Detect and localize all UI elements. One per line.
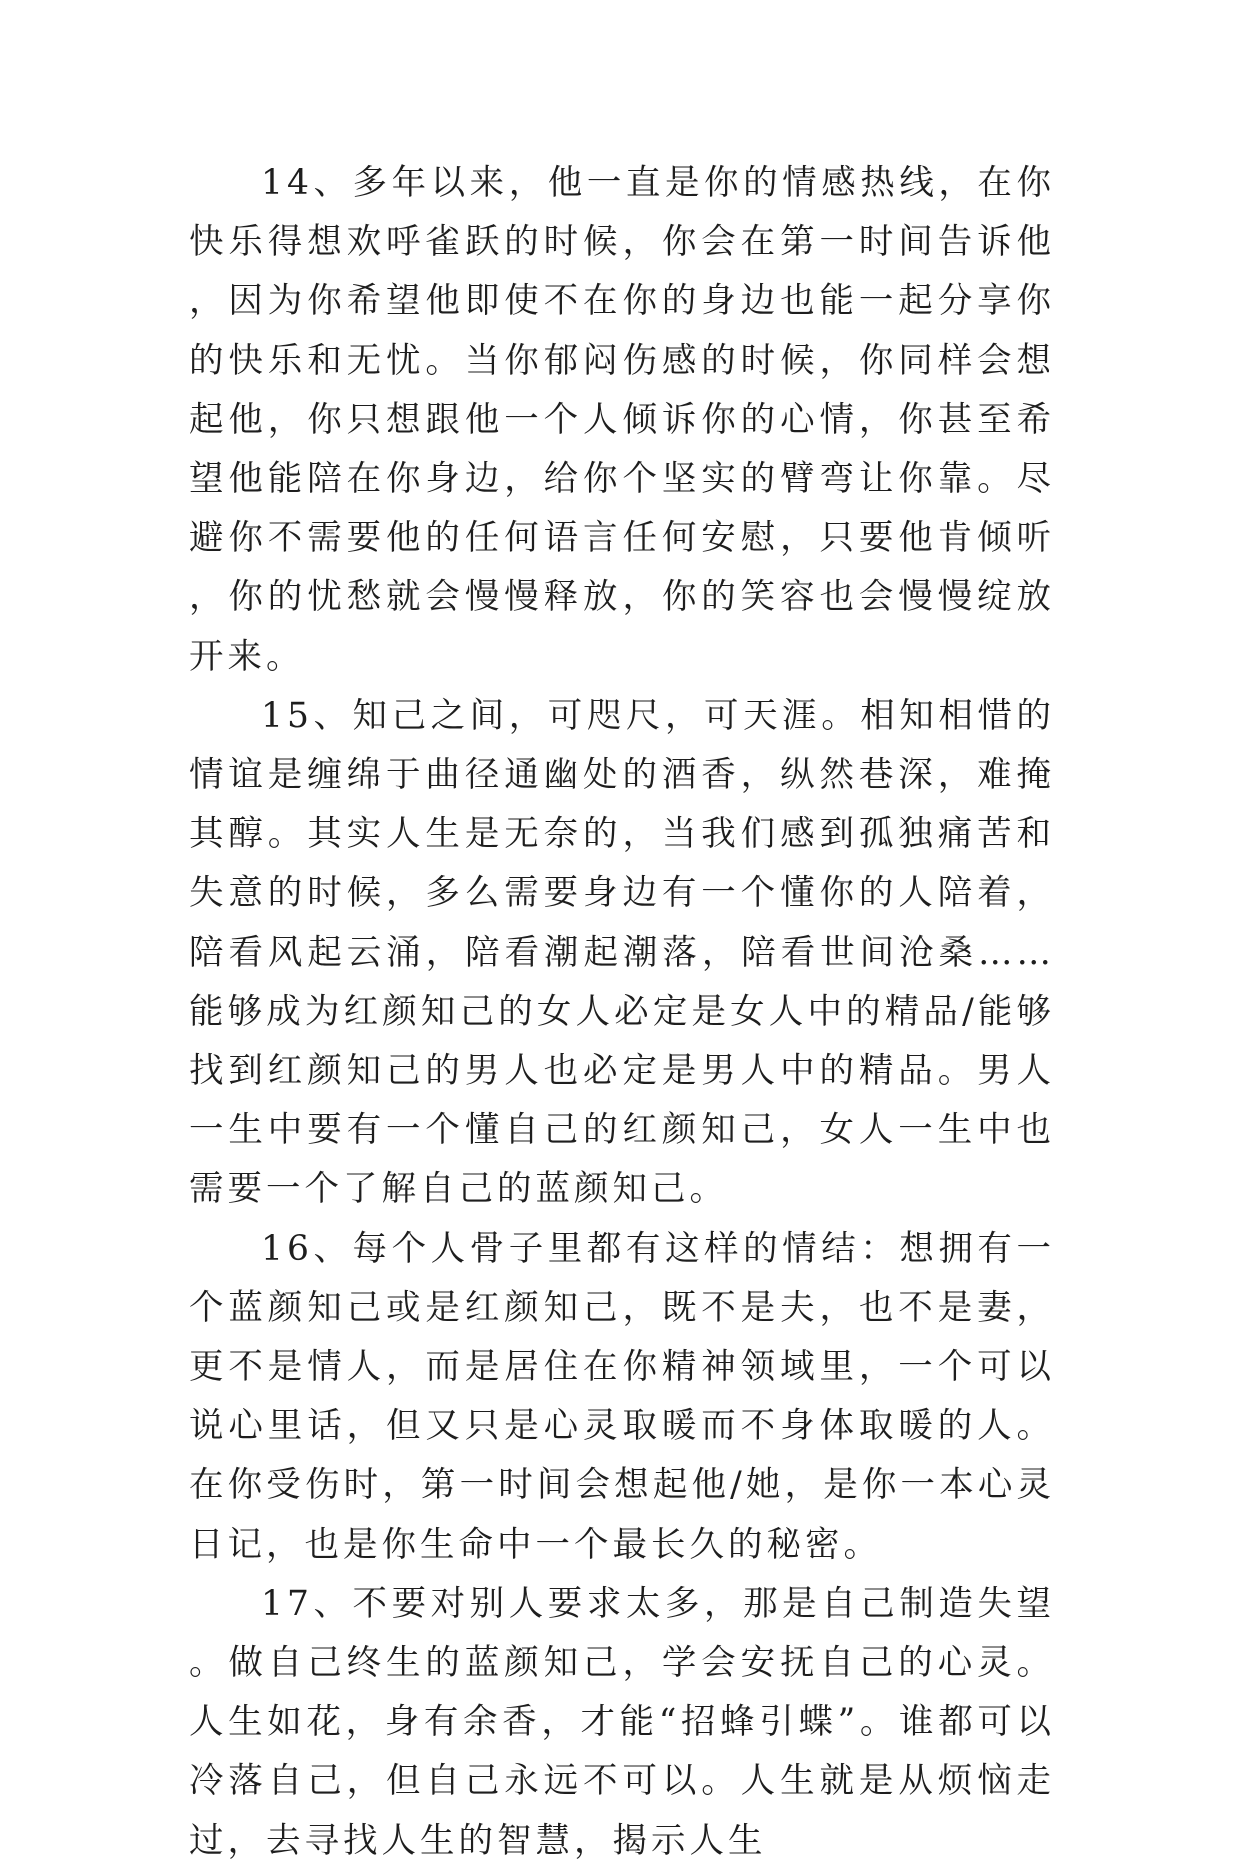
paragraph-14: 14、多年以来，他一直是你的情感热线，在你快乐得想欢呼雀跃的时候，你会在第一时间告诉他，因为你希望他即使不在你的身边也能一起分享你的快乐和无忧。当你郁闷伤感的时候，你同样会想起他，你只想跟他一个人倾诉你的心情，你甚至希望他能陪在你身边，给你个坚实的臂弯让你靠。尽避你不需要他的任何语言任何安慰，只要他肯倾听，你的忧愁就会慢慢释放，你的笑容也会慢慢绽放开来。 — [189, 163, 1055, 677]
paragraph-16: 16、每个人骨子里都有这样的情结：想拥有一个蓝颜知己或是红颜知己，既不是夫，也不是妻，更不是情人，而是居住在你精神领域里，一个可以说心里话，但又只是心灵取暖而不身体取暖的人。在你受伤时，第一时间会想起他/她，是你一本心灵日记，也是你生命中一个最长久的秘密。 — [189, 1228, 1055, 1565]
paragraph-15: 15、知己之间，可咫尺，可天涯。相知相惜的情谊是缠绵于曲径通幽处的酒香，纵然巷深，难掩其醇。其实人生是无奈的，当我们感到孤独痛苦和失意的时候，多么需要身边有一个懂你的人陪着，陪看风起云涌，陪看潮起潮落，陪看世间沧桑……能够成为红颜知己的女人必定是女人中的精品/能够找到红颜知己的男人也必定是男人中的精品。男人一生中要有一个懂自己的红颜知己，女人一生中也需要一个了解自己的蓝颜知己。 — [189, 695, 1055, 1210]
paragraph-17: 17、不要对别人要求太多，那是自己制造失望。做自己终生的蓝颜知己，学会安抚自己的心灵。人生如花，身有余香，才能“招蜂引蝶”。谁都可以冷落自己，但自己永远不可以。人生就是从烦恼走过，去寻找人生的智慧，揭示人生 — [189, 1583, 1055, 1861]
document-body — [189, 154, 1055, 1871]
